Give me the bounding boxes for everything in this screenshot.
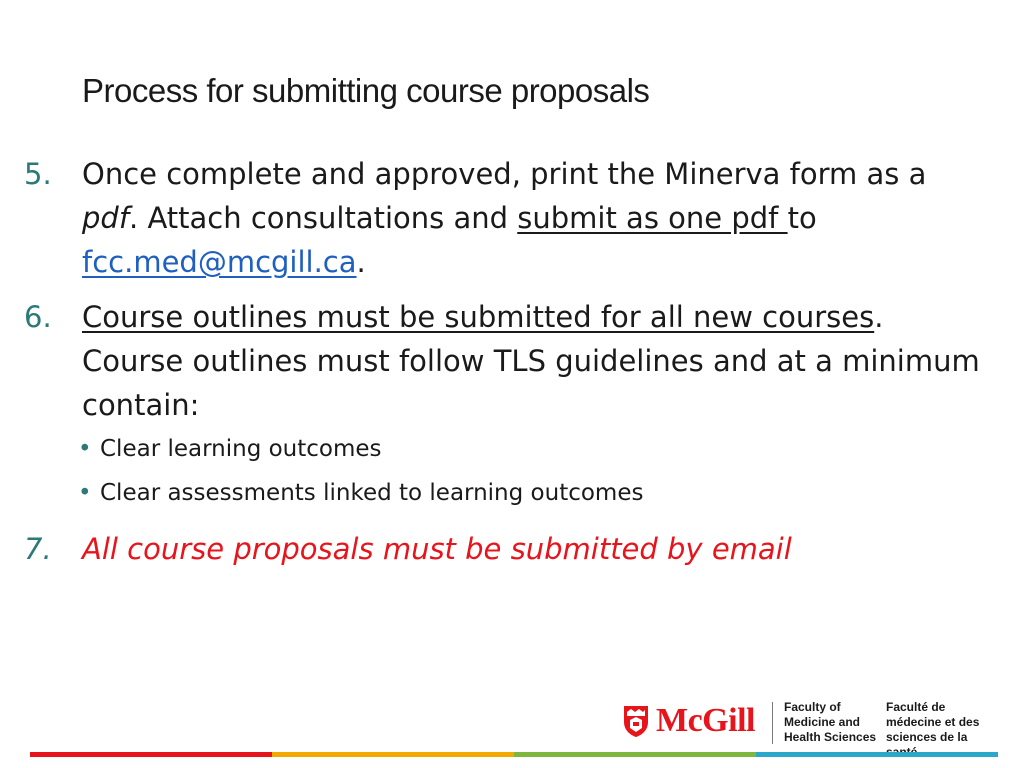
sub-bullet-item: • Clear assessments linked to learning outcomes <box>78 471 978 515</box>
color-bar-green <box>514 752 756 757</box>
faculty-name-fr: Faculté de médecine et des sciences de la <box>886 700 980 744</box>
list-item-6 <box>0 295 1000 520</box>
footer-color-bar <box>30 752 998 757</box>
mcgill-wordmark: McGill <box>656 702 755 739</box>
sub-bullet-list <box>78 427 978 515</box>
email-link[interactable]: fcc.med@mcgill.ca <box>82 245 357 279</box>
item-number: 5. <box>24 157 52 191</box>
item-text <box>82 152 982 284</box>
logo-divider <box>772 702 773 744</box>
list-item-5 <box>0 152 1000 282</box>
item-text-highlight: All course proposals must be submitted by email <box>82 532 792 566</box>
list-item-7 <box>0 527 1000 577</box>
text-segment-underlined: Course outlines must be submitted for all new courses <box>82 300 875 334</box>
text-segment: Once complete and approved, print the Minerva form as a <box>82 157 927 191</box>
text-segment: . Attach consultations and <box>129 201 518 235</box>
text-segment-underlined: submit as one pdf <box>517 201 788 235</box>
color-bar-red <box>30 752 272 757</box>
text-segment: . Course outlines must follow TLS guidelines and at a minimum contain: <box>82 300 980 422</box>
faculty-name-en: Faculty of Medicine and Health Sciences <box>784 700 877 744</box>
mcgill-logo <box>622 700 1002 750</box>
text-segment-emphasis: pdf <box>82 201 130 235</box>
color-bar-yellow <box>272 752 514 757</box>
bullet-dot-icon: • <box>78 480 92 506</box>
item-number: 6. <box>24 300 52 334</box>
text-segment: . <box>356 245 366 279</box>
sub-bullet-item: • Clear learning outcomes <box>78 427 978 471</box>
slide-title: Process for submitting course proposals <box>82 72 650 109</box>
color-bar-blue <box>756 752 998 757</box>
item-text <box>82 295 982 427</box>
text-segment: to <box>787 201 817 235</box>
bullet-dot-icon: • <box>78 436 92 462</box>
mcgill-crest-icon <box>622 704 650 738</box>
item-number: 7. <box>24 532 52 566</box>
